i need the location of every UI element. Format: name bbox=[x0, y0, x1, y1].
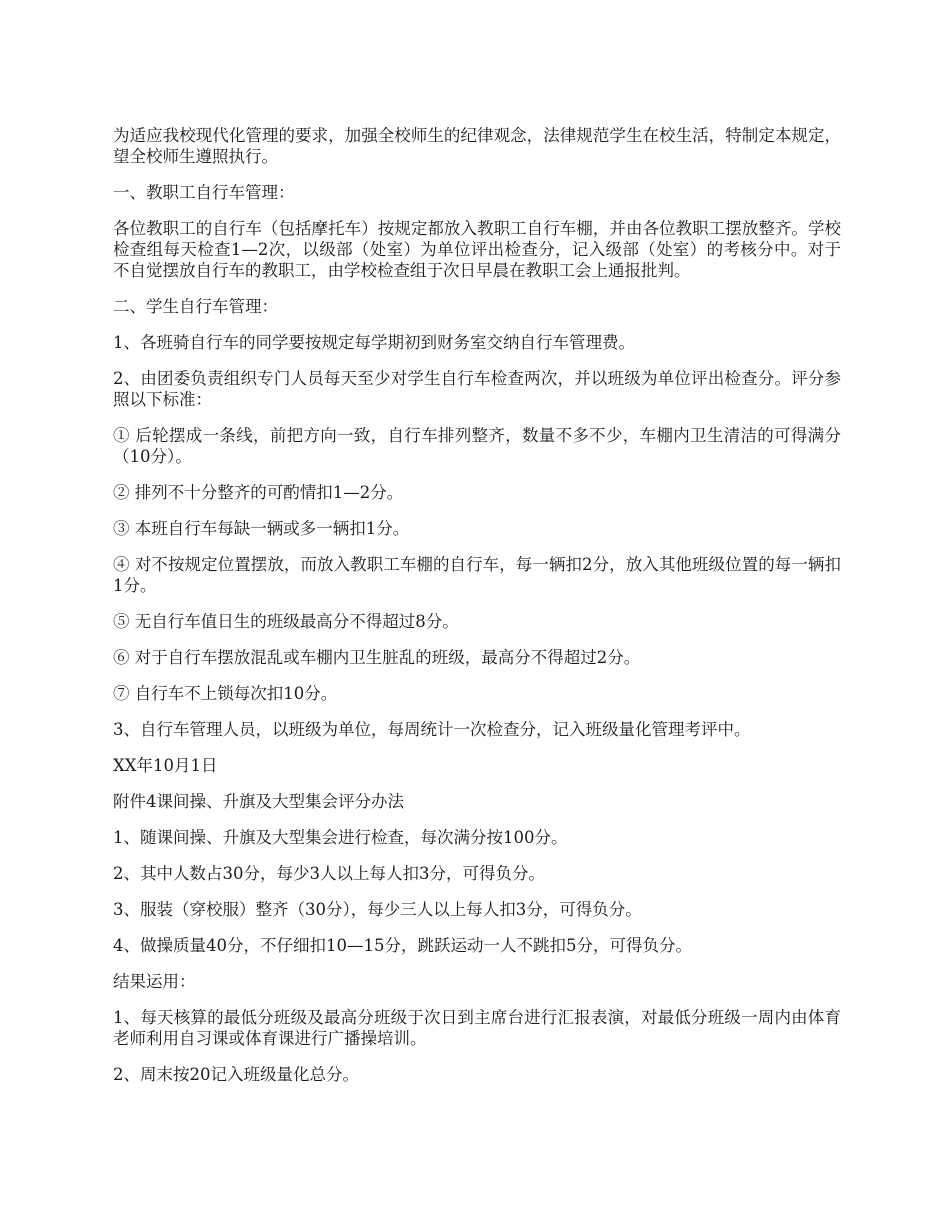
scoring-criterion-7: ⑦ 自行车不上锁每次扣10分。 bbox=[113, 684, 338, 703]
document-body bbox=[113, 125, 841, 1100]
student-rule-3: 3、自行车管理人员，以班级为单位，每周统计一次检查分，记入班级量化管理考评中。 bbox=[113, 720, 751, 739]
assembly-rule-2: 2、其中人数占30分，每少3人以上每人扣3分，可得负分。 bbox=[113, 864, 545, 883]
student-rule-1: 1、各班骑自行车的同学要按规定每学期初到财务室交纳自行车管理费。 bbox=[113, 333, 635, 352]
results-rule-1: 1、每天核算的最低分班级及最高分班级于次日到主席台进行汇报表演，对最低分班级一周内由体育老师利用自习课或体育课进行广播操培训。 bbox=[113, 1008, 841, 1048]
scoring-criterion-5: ⑤ 无自行车值日生的班级最高分不得超过8分。 bbox=[113, 612, 459, 631]
assembly-rule-3: 3、服装（穿校服）整齐（30分），每少三人以上每人扣3分，可得负分。 bbox=[113, 900, 642, 919]
student-rule-2: 2、由团委负责组织专门人员每天至少对学生自行车检查两次，并以班级为单位评出检查分。评分参照以下标准： bbox=[113, 369, 841, 409]
intro-paragraph: 为适应我校现代化管理的要求，加强全校师生的纪律观念，法律规范学生在校生活，特制定本规定，望全校师生遵照执行。 bbox=[113, 126, 841, 166]
section-heading-staff-bicycles: 一、教职工自行车管理： bbox=[113, 183, 295, 202]
scoring-criterion-3: ③ 本班自行车每缺一辆或多一辆扣1分。 bbox=[113, 519, 410, 538]
assembly-rule-1: 1、随课间操、升旗及大型集会进行检查，每次满分按100分。 bbox=[113, 828, 568, 847]
scoring-criterion-1: ① 后轮摆成一条线，前把方向一致，自行车排列整齐，数量不多不少，车棚内卫生清洁的可得满分（10分）。 bbox=[113, 426, 841, 466]
scoring-criterion-6: ⑥ 对于自行车摆放混乱或车棚内卫生脏乱的班级，最高分不得超过2分。 bbox=[113, 648, 641, 667]
scoring-criterion-2: ② 排列不十分整齐的可酌情扣1—2分。 bbox=[113, 483, 404, 502]
document-date: XX年10月1日 bbox=[113, 756, 218, 775]
staff-bicycle-rules-paragraph: 各位教职工的自行车（包括摩托车）按规定都放入教职工自行车棚，并由各位教职工摆放整齐。学校检查组每天检查1—2次，以级部（处室）为单位评出检查分，记入级部（处室）的考核分中。对于不自觉摆放自行车的教职工，由学校检查组于次日早晨在教职工会上通报批判。 bbox=[113, 219, 841, 280]
results-rule-2: 2、周末按20记入班级量化总分。 bbox=[113, 1065, 359, 1084]
scoring-criterion-4: ④ 对不按规定位置摆放，而放入教职工车棚的自行车，每一辆扣2分，放入其他班级位置的每一辆扣1分。 bbox=[113, 555, 841, 595]
results-heading: 结果运用： bbox=[113, 972, 196, 991]
section-heading-student-bicycles: 二、学生自行车管理： bbox=[113, 297, 278, 316]
appendix-title: 附件4课间操、升旗及大型集会评分办法 bbox=[113, 792, 404, 811]
assembly-rule-4: 4、做操质量40分，不仔细扣10—15分，跳跃运动一人不跳扣5分，可得负分。 bbox=[113, 936, 692, 955]
